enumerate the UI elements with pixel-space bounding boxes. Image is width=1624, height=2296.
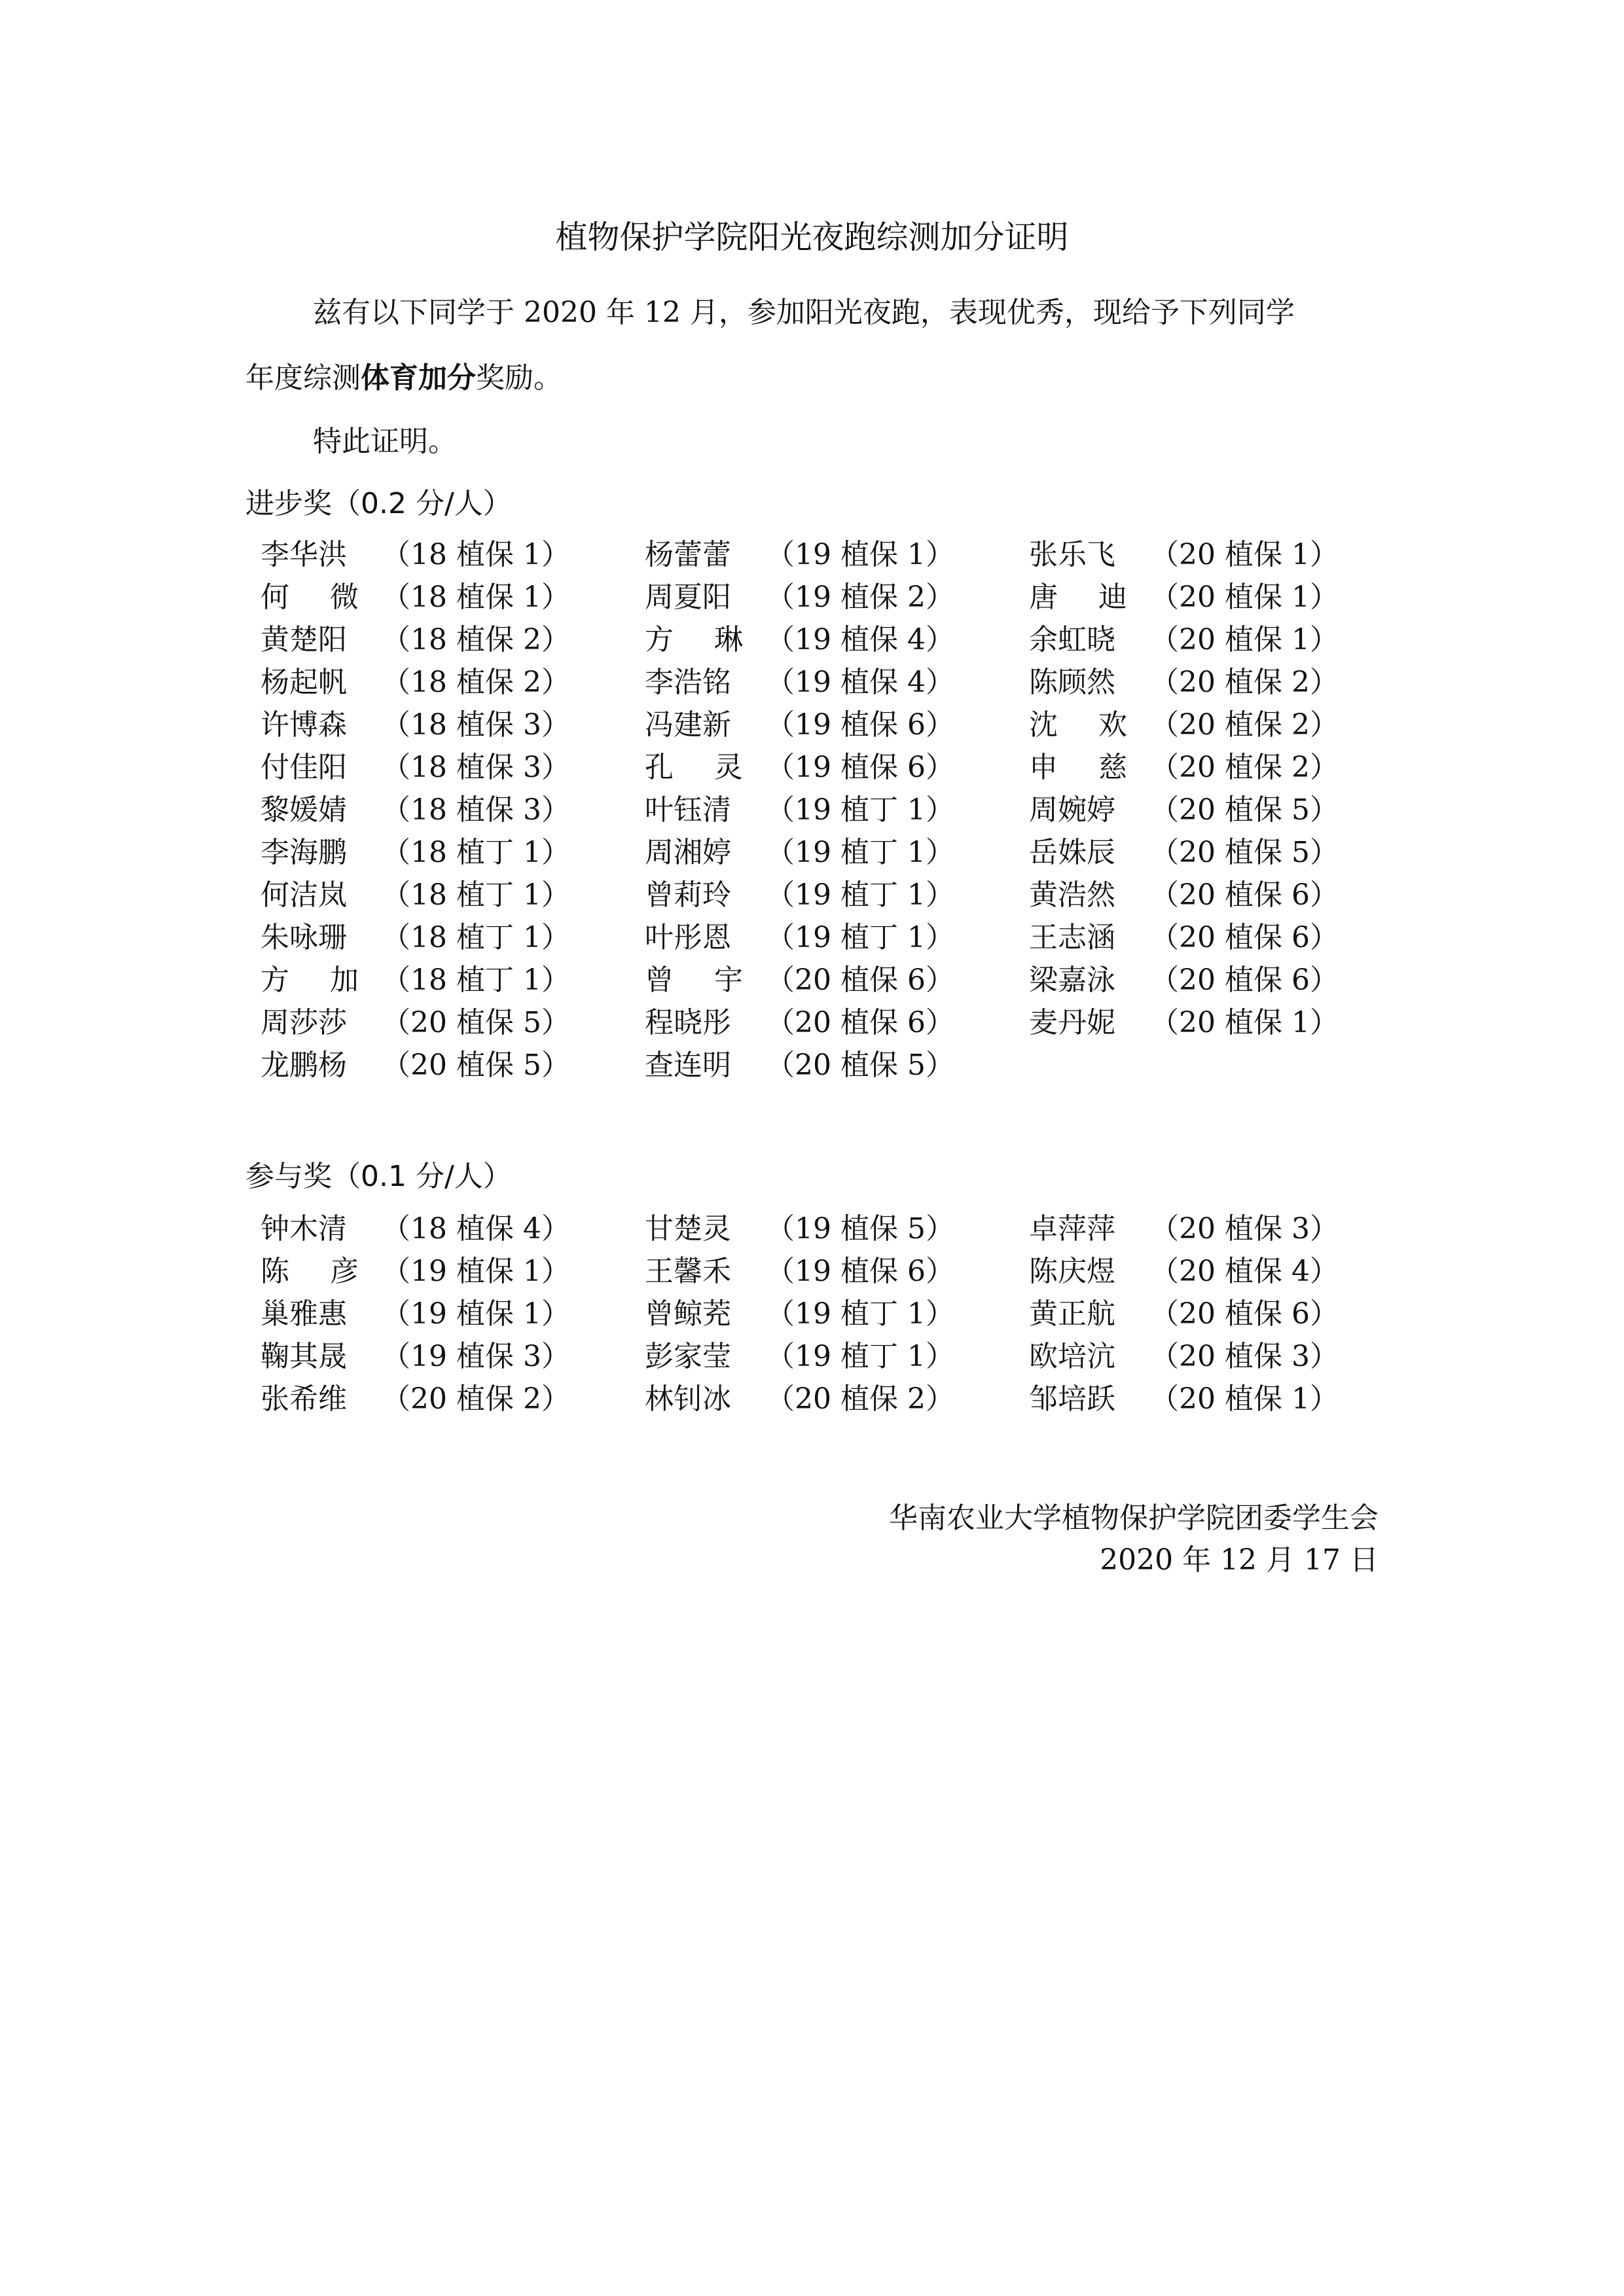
award-row: [261, 704, 1413, 746]
intro-line-1: 兹有以下同学于 2020 年 12 月，参加阳光夜跑，表现优秀，现给予下列同学: [313, 296, 1295, 329]
student-class: （18 植丁 1）: [382, 963, 570, 997]
award-row: [261, 619, 1413, 661]
signature-org: 华南农业大学植物保护学院团委学生会: [889, 1501, 1379, 1535]
student-entry: [645, 916, 1029, 959]
student-class: （20 植保 5）: [382, 1006, 570, 1039]
student-class: （19 植保 6）: [766, 1255, 954, 1288]
student-class: （19 植保 4）: [766, 666, 954, 699]
student-entry: [261, 1335, 645, 1378]
student-name: 查连明: [645, 1049, 731, 1082]
student-name: 黄正航: [1029, 1297, 1115, 1331]
student-name: 孔 灵: [645, 751, 743, 784]
signature-date: 2020 年 12 月 17 日: [1100, 1543, 1379, 1577]
student-entry: [645, 789, 1029, 831]
student-entry: [261, 1001, 645, 1044]
student-class: （20 植保 5）: [1150, 793, 1339, 827]
student-class: （20 植保 1）: [1150, 1382, 1339, 1416]
student-entry: [645, 959, 1029, 1001]
student-entry: [645, 746, 1029, 789]
student-name: 周湘婷: [645, 836, 731, 869]
award-row: [261, 533, 1413, 576]
student-entry: [261, 1293, 645, 1335]
student-class: （19 植丁 1）: [766, 878, 954, 912]
student-class: （18 植保 3）: [382, 751, 570, 784]
student-class: （18 植保 2）: [382, 623, 570, 656]
student-name: 申 慈: [1029, 751, 1127, 784]
student-class: （19 植保 3）: [382, 1340, 570, 1373]
student-class: （19 植丁 1）: [766, 1297, 954, 1331]
student-class: （18 植保 4）: [382, 1212, 570, 1246]
student-class: （20 植保 6）: [1150, 963, 1339, 997]
student-class: （19 植保 6）: [766, 708, 954, 742]
student-class: （18 植保 3）: [382, 793, 570, 827]
student-entry: [645, 576, 1029, 619]
student-name: 杨蕾蕾: [645, 538, 731, 571]
student-class: （20 植保 2）: [1150, 708, 1339, 742]
student-name: 陈庆煜: [1029, 1255, 1115, 1288]
student-entry: [1029, 576, 1413, 619]
student-entry: [261, 959, 645, 1001]
progress-award-list: [261, 533, 1413, 1086]
student-class: （18 植丁 1）: [382, 836, 570, 869]
student-name: 黄浩然: [1029, 878, 1115, 912]
student-entry: [1029, 746, 1413, 789]
student-entry: [261, 661, 645, 704]
student-entry: [261, 746, 645, 789]
student-name: 王志涵: [1029, 921, 1115, 954]
student-name: 龙鹏杨: [261, 1049, 347, 1082]
student-name: 黄楚阳: [261, 623, 347, 656]
student-name: 卓萍萍: [1029, 1212, 1115, 1246]
student-class: （20 植保 1）: [1150, 581, 1339, 614]
student-class: （20 植保 2）: [1150, 751, 1339, 784]
student-name: 彭家莹: [645, 1340, 731, 1373]
student-name: 周莎莎: [261, 1006, 347, 1039]
student-class: （20 植保 2）: [1150, 666, 1339, 699]
student-class: （19 植保 2）: [766, 581, 954, 614]
document-title: 植物保护学院阳光夜跑综测加分证明: [555, 219, 1069, 256]
student-entry: [645, 1250, 1029, 1293]
award-row: [261, 916, 1413, 959]
student-entry: [645, 1208, 1029, 1250]
student-name: 陈顾然: [1029, 666, 1115, 699]
student-class: （19 植保 4）: [766, 623, 954, 656]
student-name: 何 微: [261, 581, 359, 614]
student-entry: [1029, 831, 1413, 874]
student-name: 欧培沆: [1029, 1340, 1115, 1373]
student-class: （20 植保 5）: [1150, 836, 1339, 869]
student-name: 黎媛婧: [261, 793, 347, 827]
student-name: 曾 宇: [645, 963, 743, 997]
student-entry: [1029, 661, 1413, 704]
progress-award-heading: 进步奖（0.2 分/人）: [245, 487, 512, 520]
student-name: 李海鹏: [261, 836, 347, 869]
participation-award-list: [261, 1208, 1413, 1420]
student-class: （20 植保 5）: [382, 1049, 570, 1082]
intro-line-3: 特此证明。: [313, 425, 457, 458]
student-name: 陈 彦: [261, 1255, 359, 1288]
student-class: （19 植丁 1）: [766, 836, 954, 869]
student-class: （19 植保 6）: [766, 751, 954, 784]
student-class: （20 植保 4）: [1150, 1255, 1339, 1288]
student-name: 冯建新: [645, 708, 731, 742]
student-entry: [1029, 916, 1413, 959]
student-name: 张希维: [261, 1382, 347, 1416]
student-entry: [645, 1293, 1029, 1335]
student-entry: [261, 831, 645, 874]
student-entry: [261, 1044, 645, 1086]
student-entry: [1029, 1293, 1413, 1335]
student-entry: [261, 1208, 645, 1250]
student-class: （19 植保 1）: [382, 1297, 570, 1331]
student-class: （19 植保 5）: [766, 1212, 954, 1246]
award-row: [261, 576, 1413, 619]
student-entry: [645, 661, 1029, 704]
student-class: （18 植丁 1）: [382, 878, 570, 912]
student-name: 余虹晓: [1029, 623, 1115, 656]
student-class: （20 植保 6）: [1150, 921, 1339, 954]
award-row: [261, 661, 1413, 704]
student-class: （20 植保 1）: [1150, 538, 1339, 571]
student-entry: [645, 1335, 1029, 1378]
student-name: 周夏阳: [645, 581, 731, 614]
student-class: （19 植丁 1）: [766, 921, 954, 954]
student-class: （18 植保 3）: [382, 708, 570, 742]
student-name: 程晓彤: [645, 1006, 731, 1039]
award-row: [261, 1208, 1413, 1250]
award-row: [261, 1335, 1413, 1378]
student-class: （18 植保 1）: [382, 538, 570, 571]
student-name: 李华洪: [261, 538, 347, 571]
student-entry: [261, 789, 645, 831]
award-row: [261, 874, 1413, 916]
student-class: （19 植丁 1）: [766, 1340, 954, 1373]
student-name: 林钊冰: [645, 1382, 731, 1416]
intro-line-2-end: 奖励。: [476, 361, 562, 395]
student-name: 许博森: [261, 708, 347, 742]
student-class: （20 植保 6）: [766, 963, 954, 997]
student-name: 岳姝辰: [1029, 836, 1115, 869]
student-name: 叶彤恩: [645, 921, 731, 954]
student-entry: [261, 874, 645, 916]
award-row: [261, 789, 1413, 831]
student-entry: [645, 533, 1029, 576]
student-entry: [261, 533, 645, 576]
student-class: （20 植保 1）: [1150, 1006, 1339, 1039]
student-name: 朱咏珊: [261, 921, 347, 954]
student-name: 周婉婷: [1029, 793, 1115, 827]
student-class: （20 植保 6）: [766, 1006, 954, 1039]
student-entry: [1029, 874, 1413, 916]
student-entry: [261, 1378, 645, 1420]
student-entry: [1029, 1208, 1413, 1250]
student-entry: [1029, 1001, 1413, 1044]
student-entry: [261, 619, 645, 661]
student-name: 方 加: [261, 963, 359, 997]
student-entry: [1029, 533, 1413, 576]
student-class: （20 植保 6）: [1150, 878, 1339, 912]
student-name: 唐 迪: [1029, 581, 1127, 614]
student-name: 麦丹妮: [1029, 1006, 1115, 1039]
participation-award-heading: 参与奖（0.1 分/人）: [245, 1160, 512, 1193]
award-row: [261, 1044, 1413, 1086]
student-class: （19 植丁 1）: [766, 793, 954, 827]
student-entry: [645, 1044, 1029, 1086]
student-name: 邹培跃: [1029, 1382, 1115, 1416]
student-name: 王馨禾: [645, 1255, 731, 1288]
student-class: （20 植保 2）: [382, 1382, 570, 1416]
student-name: 钟木清: [261, 1212, 347, 1246]
student-entry: [645, 1001, 1029, 1044]
student-entry: [261, 1250, 645, 1293]
award-row: [261, 1001, 1413, 1044]
intro-bold-text: 体育加分: [361, 361, 476, 395]
intro-line-2: [245, 359, 562, 398]
student-name: 巢雅惠: [261, 1297, 347, 1331]
student-entry: [645, 704, 1029, 746]
student-name: 方 琳: [645, 623, 743, 656]
student-entry: [1029, 619, 1413, 661]
student-name: 杨起帆: [261, 666, 347, 699]
student-entry: [261, 576, 645, 619]
student-class: （18 植保 2）: [382, 666, 570, 699]
student-name: 沈 欢: [1029, 708, 1127, 742]
award-row: [261, 1250, 1413, 1293]
award-row: [261, 831, 1413, 874]
student-class: （20 植保 2）: [766, 1382, 954, 1416]
student-entry: [645, 619, 1029, 661]
student-name: 梁嘉泳: [1029, 963, 1115, 997]
student-class: （20 植保 5）: [766, 1049, 954, 1082]
student-entry: [1029, 704, 1413, 746]
student-name: 鞠其晟: [261, 1340, 347, 1373]
student-name: 甘楚灵: [645, 1212, 731, 1246]
award-row: [261, 959, 1413, 1001]
student-class: （19 植保 1）: [382, 1255, 570, 1288]
student-entry: [645, 1378, 1029, 1420]
student-entry: [645, 831, 1029, 874]
student-entry: [1029, 1335, 1413, 1378]
student-entry: [1029, 1250, 1413, 1293]
student-name: 曾莉玲: [645, 878, 731, 912]
student-entry: [1029, 789, 1413, 831]
student-name: 李浩铭: [645, 666, 731, 699]
student-class: （20 植保 3）: [1150, 1212, 1339, 1246]
student-entry: [261, 704, 645, 746]
student-entry: [1029, 1378, 1413, 1420]
student-entry: [645, 874, 1029, 916]
student-name: 付佳阳: [261, 751, 347, 784]
student-class: （18 植丁 1）: [382, 921, 570, 954]
intro-line-2-start: 年度综测: [245, 361, 361, 395]
student-name: 张乐飞: [1029, 538, 1115, 571]
award-row: [261, 1378, 1413, 1420]
student-class: （20 植保 6）: [1150, 1297, 1339, 1331]
student-entry: [261, 916, 645, 959]
award-row: [261, 746, 1413, 789]
award-row: [261, 1293, 1413, 1335]
student-class: （20 植保 3）: [1150, 1340, 1339, 1373]
student-name: 曾鲸茺: [645, 1297, 731, 1331]
student-entry: [1029, 959, 1413, 1001]
student-class: （20 植保 1）: [1150, 623, 1339, 656]
student-name: 何洁岚: [261, 878, 347, 912]
student-class: （18 植保 1）: [382, 581, 570, 614]
student-name: 叶钰清: [645, 793, 731, 827]
student-class: （19 植保 1）: [766, 538, 954, 571]
